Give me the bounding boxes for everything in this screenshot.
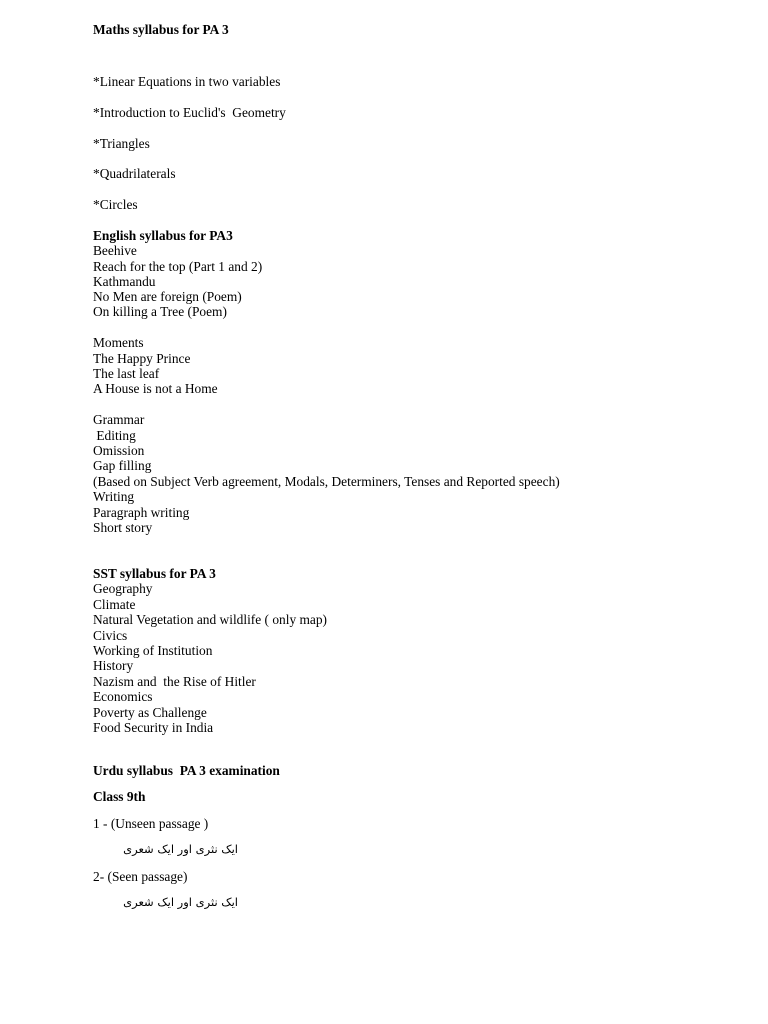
- english-moments-item: A House is not a Home: [93, 381, 218, 396]
- maths-item: *Triangles: [93, 136, 150, 151]
- sst-item: Civics: [93, 628, 128, 643]
- english-beehive-item: Kathmandu: [93, 274, 156, 289]
- urdu-seen-passage: 2- (Seen passage): [93, 869, 188, 884]
- english-beehive-item: No Men are foreign (Poem): [93, 289, 242, 304]
- maths-heading: Maths syllabus for PA 3: [93, 22, 229, 37]
- english-beehive-item: Reach for the top (Part 1 and 2): [93, 259, 263, 274]
- english-moments-item: The last leaf: [93, 366, 160, 381]
- sst-item: History: [93, 658, 134, 673]
- english-grammar-item: Paragraph writing: [93, 505, 190, 520]
- sst-item: Working of Institution: [93, 643, 213, 658]
- urdu-class: Class 9th: [93, 789, 146, 804]
- sst-item: Geography: [93, 581, 153, 596]
- english-moments-item: The Happy Prince: [93, 351, 191, 366]
- english-heading: English syllabus for PA3: [93, 228, 233, 243]
- sst-item: Economics: [93, 689, 153, 704]
- sst-item: Food Security in India: [93, 720, 214, 735]
- urdu-unseen-passage: 1 - (Unseen passage ): [93, 816, 209, 831]
- english-beehive-item: Beehive: [93, 243, 137, 258]
- sst-item: Nazism and the Rise of Hitler: [93, 674, 256, 689]
- maths-item: *Linear Equations in two variables: [93, 74, 281, 89]
- sst-heading: SST syllabus for PA 3: [93, 566, 216, 581]
- english-grammar-item: Gap filling: [93, 458, 152, 473]
- urdu-unseen-detail: ایک نثری اور ایک شعری: [123, 842, 238, 856]
- english-grammar-item: Grammar: [93, 412, 145, 427]
- english-moments-item: Moments: [93, 335, 144, 350]
- english-grammar-item: Omission: [93, 443, 145, 458]
- english-grammar-item: Short story: [93, 520, 153, 535]
- maths-item: *Quadrilaterals: [93, 166, 176, 181]
- english-grammar-item: Writing: [93, 489, 135, 504]
- sst-item: Poverty as Challenge: [93, 705, 207, 720]
- english-grammar-item: Editing: [93, 428, 136, 443]
- english-grammar-item: (Based on Subject Verb agreement, Modals, Determiners, Tenses and Reported speech): [93, 474, 560, 489]
- sst-item: Natural Vegetation and wildlife ( only map): [93, 612, 328, 627]
- urdu-heading: Urdu syllabus PA 3 examination: [93, 763, 280, 778]
- english-beehive-item: On killing a Tree (Poem): [93, 304, 227, 319]
- maths-item: *Introduction to Euclid's Geometry: [93, 105, 286, 120]
- urdu-seen-detail: ایک نثری اور ایک شعری: [123, 895, 238, 909]
- maths-item: *Circles: [93, 197, 138, 212]
- sst-item: Climate: [93, 597, 136, 612]
